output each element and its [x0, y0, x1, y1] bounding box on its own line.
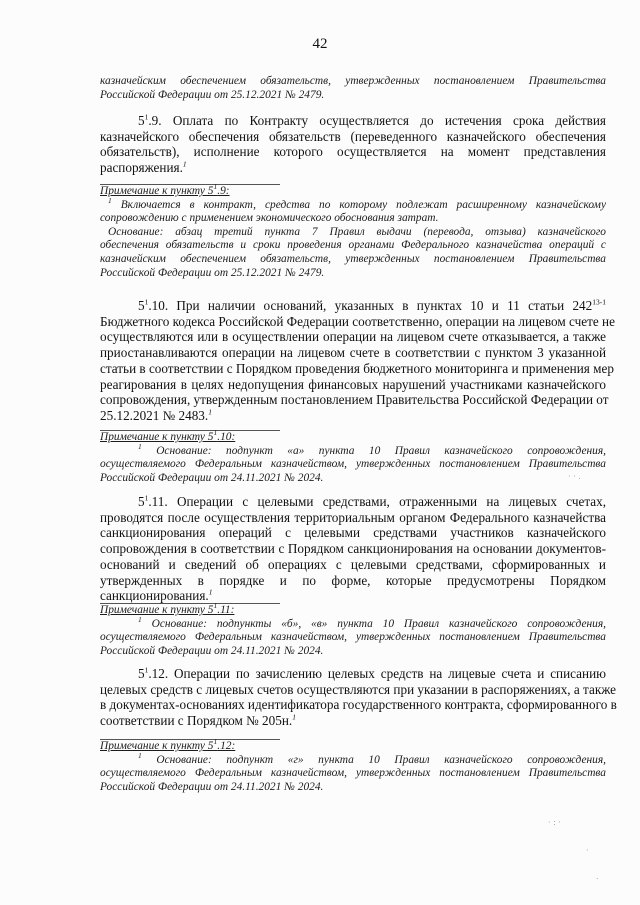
paragraph-5-1-11 [100, 494, 606, 604]
note-text: Основание: подпункт «г» пункта 10 Правил казначейского сопровождения, [141, 753, 606, 766]
superscript: 1 [108, 195, 112, 205]
clause-number: 5 [138, 666, 145, 681]
note-title-text: Примечание к пункту 5 [100, 431, 214, 443]
paragraph-text: распоряжения. [100, 160, 183, 176]
note-line [100, 441, 606, 459]
superscript: 1 [144, 493, 149, 503]
scan-speck: · · . [568, 472, 581, 481]
paragraph-text: .12. Операции по зачислению целевых средств на лицевые счета и списанию [148, 666, 606, 681]
note-line: Российской Федерации от 25.12.2021 № 2479. [100, 266, 325, 279]
superscript: 1 [213, 428, 218, 438]
note-line: Российской Федерации от 24.11.2021 № 2024. [100, 471, 324, 484]
note-line: казначейским обеспечением обязательств, утвержденных постановлением Правительства [100, 75, 606, 87]
carry-over-note [100, 75, 606, 102]
clause-number: 5 [138, 494, 145, 509]
note-line: обеспечения обязательств и сроки проведения органами Федерального казначейства операций с [100, 239, 606, 252]
paragraph-line: осуществляются или в осуществлении операции на лицевом счете отказывается, а также [100, 329, 606, 345]
footnote-ref: 1 [292, 712, 296, 722]
paragraph-text: санкционирования. [100, 588, 209, 604]
note-title [100, 182, 606, 199]
paragraph-line: статьи в соответствии с Порядком проведения бюджетного мониторинга и применения мер [100, 360, 614, 376]
paragraph-text: .10. При наличии оснований, указанных в пунктах 10 и 11 статьи 242 [148, 298, 593, 313]
note-line: Основание: абзац третий пункта 7 Правил выдачи (перевода, отзыва) казначейского [108, 225, 606, 238]
note-5-1-12 [100, 737, 606, 794]
note-line: сопровождению с применением экономического обоснования затрат. [100, 212, 439, 225]
note-text: Основание: подпункты «б», «в» пункта 10 Правил казначейского сопровождения, [141, 617, 606, 630]
note-title-text: .9: [217, 185, 230, 197]
superscript: 1 [144, 665, 149, 675]
paragraph-5-1-10 [100, 297, 615, 424]
note-line: Российской Федерации от 25.12.2021 № 2479. [100, 88, 325, 101]
note-title [100, 428, 606, 445]
scan-speck: . [596, 872, 599, 881]
paragraph-line: проводятся после осуществления территориальным органом Федерального казначейства [100, 509, 606, 525]
paragraph-line: санкционирования операций с целевыми средствами участников казначейского [100, 525, 606, 541]
note-line: осуществляемого Федеральным казначейством, утвержденных постановлением Правительства [100, 631, 606, 644]
note-title [100, 601, 606, 618]
note-title-text: .12: [217, 740, 236, 752]
note-title-text: .10: [217, 431, 236, 443]
paragraph-text: соответствии с Порядком № 205н. [100, 713, 293, 729]
paragraph-line [100, 494, 606, 510]
paragraph-line: оснований и сведений об операциях с целевыми средствами, сформированных и [100, 556, 606, 572]
note-5-1-9 [100, 182, 606, 280]
footnote-ref: 1 [182, 159, 187, 169]
note-line [100, 195, 606, 213]
note-line [100, 750, 606, 768]
note-title-text: Примечание к пункту 5 [100, 185, 214, 197]
note-line: Российской Федерации от 24.11.2021 № 2024. [100, 644, 324, 657]
superscript: 1 [144, 112, 149, 122]
paragraph-line: сопровождения, утвержденным постановлением Правительства Российской Федерации от [100, 392, 609, 408]
note-text: Основание: подпункт «а» пункта 10 Правил казначейского сопровождения, [141, 444, 606, 457]
paragraph-line: приостанавливаются операции на лицевом счете в соответствии с пунктом 3 указанной [100, 345, 606, 361]
note-line: осуществляемого Федеральным казначейством, утвержденных постановлением Правительства [100, 458, 606, 471]
paragraph-line [100, 666, 606, 682]
paragraph-5-1-9 [100, 113, 606, 176]
note-5-1-11 [100, 601, 606, 658]
paragraph-line: казначейского обеспечения обязательств (переведенного казначейского обеспечения [100, 128, 606, 144]
superscript: 1 [138, 614, 142, 624]
superscript: 1 [213, 182, 218, 192]
paragraph-line: сопровождения в соответствии с Порядком санкционирования на основании документов- [100, 541, 606, 557]
paragraph-line: обязательств), исполнение которого осуществляется на момент представления [100, 144, 606, 160]
paragraph-line [100, 408, 606, 424]
note-line: Российской Федерации от 24.11.2021 № 2024. [100, 780, 324, 793]
paragraph-line: реагирования в целях недопущения финансовых нарушений участниками казначейского [100, 376, 606, 392]
clause-number: 5 [138, 113, 145, 128]
paragraph-5-1-12 [100, 665, 617, 729]
paragraph-line [100, 113, 606, 129]
paragraph-line: в документах-основаниях идентификатора государственного контракта, сформированного в [100, 697, 617, 713]
note-title-text: .11: [217, 604, 235, 616]
clause-number: 5 [138, 298, 145, 313]
note-text: Включается в контракт, средства по которому подлежат расширенному казначейскому [111, 198, 606, 211]
note-title-text: Примечание к пункту 5 [100, 740, 214, 752]
superscript: 13-1 [592, 297, 606, 307]
scan-speck: · [586, 846, 589, 855]
paragraph-line: целевых средств с лицевых счетов осуществляются при указании в распоряжениях, а также [100, 681, 617, 697]
superscript: 1 [138, 750, 142, 760]
scan-speck: · : · [548, 818, 561, 827]
paragraph-line [100, 588, 606, 604]
paragraph-line [100, 298, 606, 314]
note-line: казначейским обеспечением обязательств, утвержденных постановлением Правительства [100, 252, 606, 265]
superscript: 1 [213, 601, 218, 611]
note-title-text: Примечание к пункту 5 [100, 604, 214, 616]
footnote-ref: 1 [208, 587, 213, 597]
footnote-ref: 1 [208, 407, 212, 417]
paragraph-line [100, 160, 606, 176]
paragraph-line [100, 713, 606, 729]
note-line [100, 614, 606, 632]
paragraph-line: утвержденных в порядке и по форме, которые предусмотрены Порядком [100, 572, 606, 588]
note-line: осуществляемого Федеральным казначейством, утвержденных постановлением Правительства [100, 767, 606, 780]
note-5-1-10 [100, 428, 606, 485]
paragraph-text: .9. Оплата по Контракту осуществляется до истечения срока действия [148, 113, 606, 128]
superscript: 1 [144, 297, 149, 307]
paragraph-text: .11. Операции с целевыми средствами, отраженными на лицевых счетах, [148, 494, 606, 509]
superscript: 1 [138, 441, 142, 451]
superscript: 1 [213, 737, 218, 747]
note-title [100, 737, 606, 754]
paragraph-line: Бюджетного кодекса Российской Федерации соответственно, операции на лицевом счете не [100, 313, 615, 329]
paragraph-text: 25.12.2021 № 2483. [100, 407, 209, 423]
page-number: 42 [312, 36, 328, 52]
